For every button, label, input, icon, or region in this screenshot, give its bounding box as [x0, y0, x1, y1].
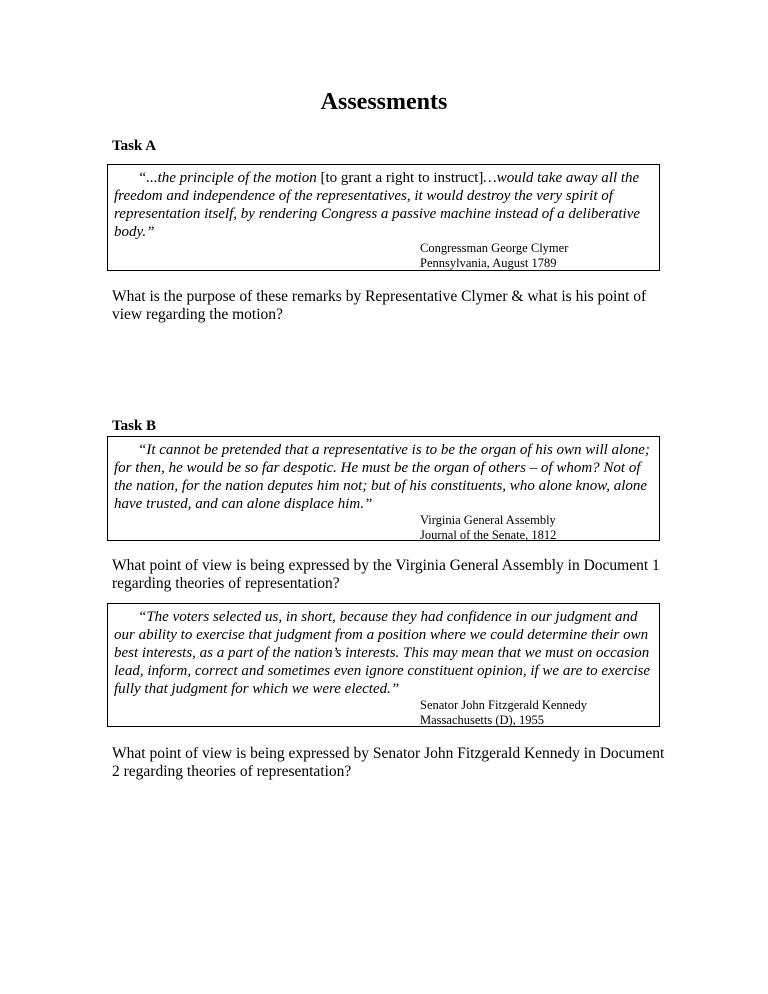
task-b-question-2: What point of view is being expressed by Senator John Fitzgerald Kennedy in Document 2 regarding theories of representation? [112, 745, 665, 780]
task-b-document-2-attribution-source: Massachusetts (D), 1955 [420, 713, 544, 727]
task-a-attribution-source: Pennsylvania, August 1789 [420, 256, 557, 270]
task-b-document-2-box [107, 603, 660, 727]
task-b-document-1-attribution-source: Journal of the Senate, 1812 [420, 528, 557, 542]
task-b-heading: Task B [112, 418, 157, 434]
task-a-quote-part3: …would take away all the freedom and independence of the representatives, it would destroy the very spirit of representation itself, by rendering Congress a passive machine instead of a deliberative body.” [114, 170, 641, 240]
task-a-quote-box [107, 164, 660, 271]
task-a-attribution [420, 241, 653, 271]
task-a-attribution-name: Congressman George Clymer [420, 241, 569, 255]
task-b-document-2-text: “The voters selected us, in short, because they had confidence in our judgment and our ability to exercise that judgment from a position where we could determine their own best interests, as a part of the nation’s interests. This may mean that we must on occasion lead, inform, correct and sometimes even ignore constituent opinion, if we are to exercise fully that judgment for which we were elected.” [114, 609, 650, 697]
task-b-document-1-attribution-name: Virginia General Assembly [420, 513, 556, 527]
task-a-heading: Task A [112, 138, 157, 154]
task-a-quote-insertion: [to grant a right to instruct] [320, 170, 484, 186]
task-b-question-1: What point of view is being expressed by the Virginia General Assembly in Document 1 regarding theories of representation? [112, 557, 660, 592]
task-a-quote-part1: “...the principle of the motion [138, 170, 321, 186]
task-a-quote-text [114, 169, 653, 241]
task-b-document-2-attribution-name: Senator John Fitzgerald Kennedy [420, 698, 587, 712]
task-b-document-1-text: “It cannot be pretended that a representative is to be the organ of his own will alone; for then, he would be so far despotic. He must be the organ of others – of whom? Not of the nation, for the nation deputes him not; but of his constituents, who alone know, alone have trusted, and can alone displace him.” [114, 442, 650, 512]
task-a-question: What is the purpose of these remarks by Representative Clymer & what is his point of view regarding the motion? [112, 288, 647, 323]
page-title: Assessments [320, 89, 448, 115]
task-b-document-1-box [107, 436, 660, 541]
task-b-document-2-attribution [420, 698, 653, 728]
task-b-document-1-attribution [420, 513, 653, 543]
